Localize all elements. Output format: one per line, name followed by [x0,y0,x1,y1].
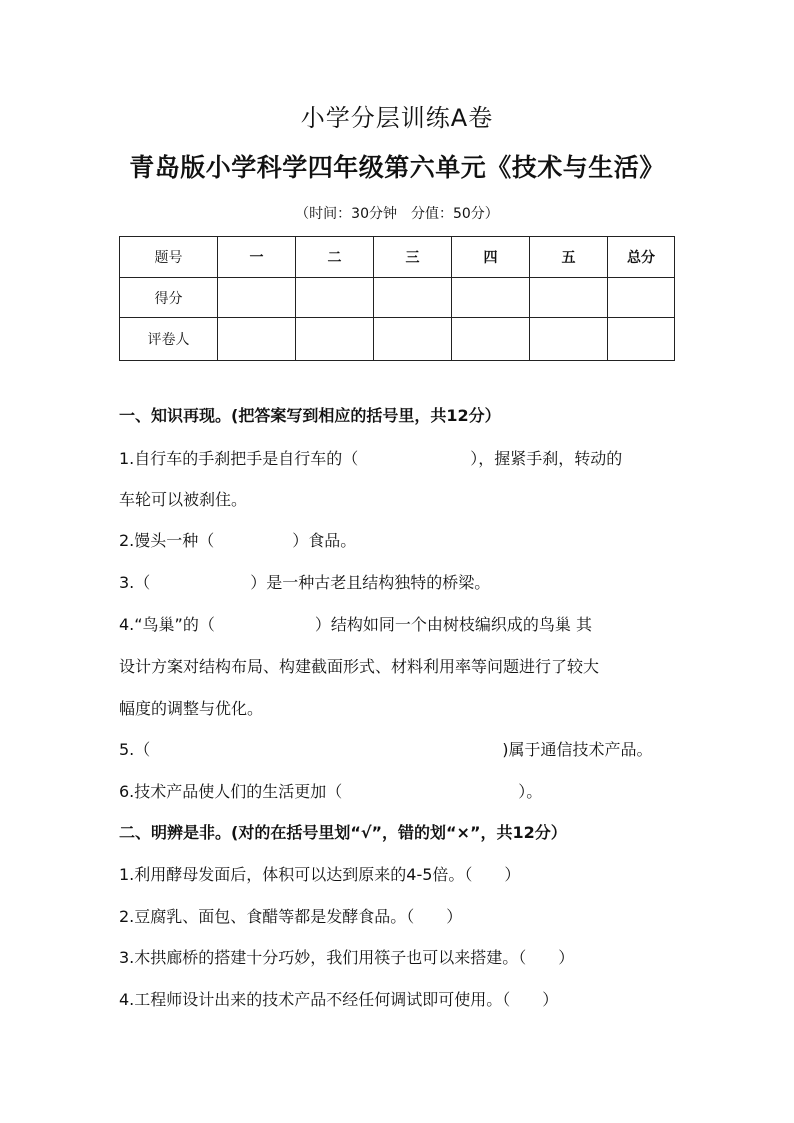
grader-cell[interactable] [608,318,675,361]
question-text: )属于通信技术产品。 [502,740,653,759]
question-1-2 [119,528,356,551]
question-text: 1.自行车的手刹把手是自行车的（ [119,449,359,468]
grader-cell[interactable] [374,318,452,361]
question-1-6 [119,779,542,802]
section-1-heading: 一、知识再现。(把答案写到相应的括号里，共12分） [119,406,501,425]
score-cell[interactable] [374,278,452,318]
score-row-label: 得分 [120,278,218,318]
question-text: 4.“鸟巢”的（ [119,615,215,634]
question-text: 6.技术产品使人们的生活更加（ [119,782,343,801]
section-2-header: 二 [296,237,374,278]
question-text: ）食品。 [292,531,357,550]
score-cell[interactable] [296,278,374,318]
exam-level-title: 小学分层训练A卷 [300,104,494,132]
question-1-1-line-2: 车轮可以被刹住。 [119,490,248,509]
score-row [120,278,675,318]
question-1-4-line-1 [119,612,592,635]
grader-row-label: 评卷人 [120,318,218,361]
question-1-5 [119,737,653,760]
question-text: ），握紧手刹，转动的 [470,449,623,468]
grader-cell[interactable] [218,318,296,361]
grader-cell[interactable] [530,318,608,361]
question-1-3 [119,570,490,593]
section-2-heading: 二、明辨是非。(对的在括号里划“√”，错的划“×”，共12分） [119,823,567,842]
section-3-header: 三 [374,237,452,278]
section-1-header: 一 [218,237,296,278]
grader-row [120,318,675,361]
section-5-header: 五 [530,237,608,278]
question-text: 5.（ [119,740,151,759]
question-2-4: 4.工程师设计出来的技术产品不经任何调试即可使用。（ ） [119,990,559,1009]
question-text: ）结构如同一个由树枝编织成的鸟巢 其 [314,615,592,634]
question-2-2: 2.豆腐乳、面包、食醋等都是发酵食品。（ ） [119,907,463,926]
time-score-info: （时间：30分钟 分值：50分） [295,206,499,222]
exam-subject-title: 青岛版小学科学四年级第六单元《技术与生活》 [129,153,665,182]
grader-cell[interactable] [452,318,530,361]
score-cell[interactable] [452,278,530,318]
question-1-4-line-2: 设计方案对结构布局、构建截面形式、材料利用率等问题进行了较大 [119,657,600,676]
question-2-3: 3.木拱廊桥的搭建十分巧妙，我们用筷子也可以来搭建。（ ） [119,948,575,967]
section-4-header: 四 [452,237,530,278]
question-number-label: 题号 [120,237,218,278]
question-2-1: 1.利用酵母发面后，体积可以达到原来的4-5倍。（ ） [119,865,521,884]
score-table [119,236,675,361]
question-text: ）是一种古老且结构独特的桥梁。 [250,573,491,592]
question-1-4-line-3: 幅度的调整与优化。 [119,699,264,718]
score-cell[interactable] [530,278,608,318]
question-text: 3.（ [119,573,151,592]
total-score-header: 总分 [608,237,675,278]
grader-cell[interactable] [296,318,374,361]
question-text: 2.馒头一种（ [119,531,215,550]
score-table-header-row [120,237,675,278]
question-1-1-line-1 [119,446,622,469]
score-cell[interactable] [608,278,675,318]
score-cell[interactable] [218,278,296,318]
question-text: ）。 [518,782,543,801]
